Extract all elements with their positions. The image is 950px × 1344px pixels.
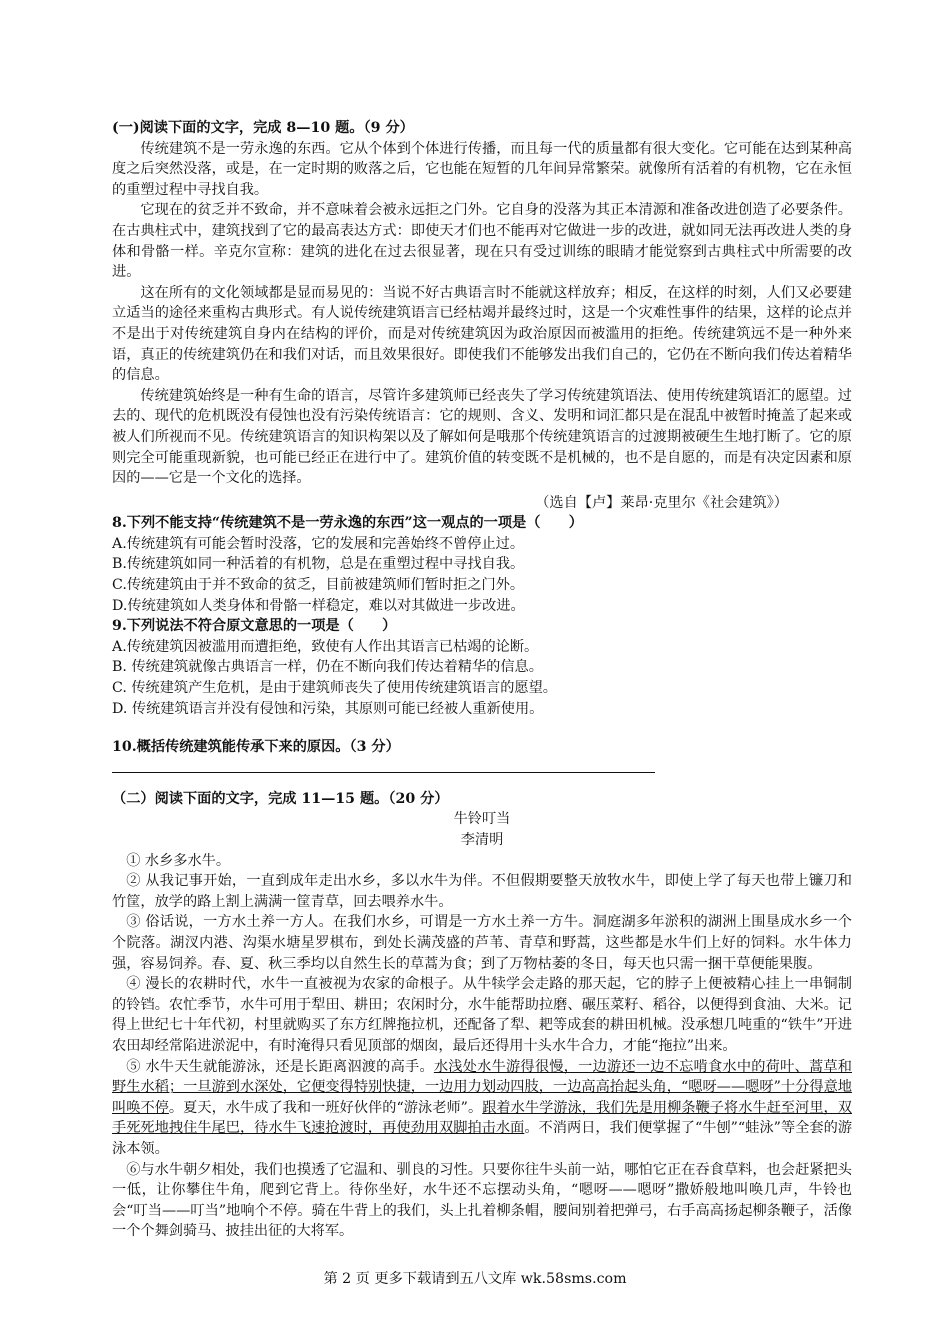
underlined-sentence-1: 水浅处水牛游得很慢，一边游还一边不忘啃食水中的荷叶、蒿草和野生水稻；一旦游到水深处，它便变得特别快捷，一边用力划动四肢，一边高高抬起头角，“嗯呀——嗯呀”十分得意地叫唤不停 [112, 1058, 852, 1116]
section1-paragraph-2: 它现在的贫乏并不致命，并不意味着会被永远拒之门外。它自身的没落为其正本清源和准备改进创造了必要条件。在古典柱式中，建筑找到了它的最高表达方式：即使天才们也不能再对它做进一步的改进，就如同无法再改进人类的身体和骨骼一样。辛克尔宣称：建筑的进化在过去很显著，现在只有受过训练的眼睛才能觉察到古典柱式中所需要的改进。 [112, 202, 852, 281]
article-paragraph-6: ⑥与水牛朝夕相处，我们也摸透了它温和、驯良的习性。只要你往牛头前一站，哪怕它正在吞食草料，也会赶紧把头一低，让你攀住牛角，爬到它背上。待你坐好，水牛还不忘摆动头角，“嗯呀——嗯呀”撒娇般地叫唤几声，牛铃也会“叮当——叮当”地响个不停。骑在牛背上的我们，头上扎着柳条帽，腰间别着把弹弓，右手高高扬起柳条鞭子，活像一个个舞剑骑马、披挂出征的大将军。 [112, 1161, 852, 1240]
article-author: 李清明 [460, 832, 504, 848]
question-9-option-c: C. 传统建筑产生危机，是由于建筑师丧失了使用传统建筑语言的愿望。 [112, 680, 557, 697]
article-paragraph-1: ① 水乡多水牛。 [126, 852, 231, 869]
section1-heading: (一)阅读下面的文字，完成 8—10 题。（9 分） [112, 120, 414, 136]
question-8-option-a: A.传统建筑有可能会暂时没落，它的发展和完善始终不曾停止过。 [112, 535, 525, 552]
question-9-stem: 9.下列说法不符合原文意思的一项是（ ） [112, 618, 397, 635]
page-footer: 第 2 页 更多下载请到五八文库 wk.58sms.com [323, 1271, 627, 1287]
spacer [112, 719, 852, 737]
question-8-stem: 8.下列不能支持“传统建筑不是一劳永逸的东西”这一观点的一项是（ ） [112, 515, 583, 532]
question-9-option-b: B. 传统建筑就像古典语言一样，仍在不断向我们传达着精华的信息。 [112, 659, 543, 676]
question-8-option-c: C.传统建筑由于并不致命的贫乏，目前被建筑师们暂时拒之门外。 [112, 577, 525, 594]
section1-paragraph-3: 这在所有的文化领域都是显而易见的：当说不好古典语言时不能就这样放弃；相反，在这样的时刻，人们又必要建立适当的途径来重构古典形式。有人说传统建筑语言已经枯竭并最终过时，这是一个灾难性事件的结果，这样的论点并不是出于对传统建筑自身内在结构的评价，而是对传统建筑因为政治原因而被滥用的拒绝。传统建筑远不是一种外来语，真正的传统建筑仍在和我们对话，而且效果很好。即使我们不能够发出我们自己的，它仍在不断向我们传达着精华的信息。 [112, 284, 852, 384]
paragraph-5-part-c: 。不消两日，我们便掌握了“牛刨”“蛙泳”等全套的游泳本领。 [112, 1120, 853, 1157]
underlined-sentence-2: 跟着水牛学游泳，我们先是用柳条鞭子将水牛赶至河里，双手死死地拽住牛尾巴，待水牛飞速抢渡时，再使劲用双脚拍击水面 [112, 1099, 852, 1137]
question-8-option-b: B.传统建筑如同一种活着的有机物，总是在重塑过程中寻找自我。 [112, 556, 525, 573]
answer-line [112, 758, 655, 773]
source-citation: （选自【卢】莱昂·克里尔《社会建筑》） [535, 494, 788, 511]
article-title: 牛铃叮当 [453, 811, 511, 828]
question-9-option-d: D. 传统建筑语言并没有侵蚀和污染，其原则可能已经被人重新使用。 [112, 700, 544, 717]
article-paragraph-2: ② 从我记事开始，一直到成年走出水乡，多以水牛为伴。不但假期要整天放牧水牛，即使上学了每天也带上镰刀和竹筐，放学的路上割上满满一筐青草，回去喂养水牛。 [112, 873, 852, 910]
paragraph-5-part-b: 。夏天，水牛成了我和一班好伙伴的“游泳老师”。 [168, 1099, 483, 1116]
document-page [112, 118, 852, 1242]
article-paragraph-5 [112, 1057, 852, 1160]
article-paragraph-4: ④ 漫长的农耕时代，水牛一直被视为农家的命根子。从牛犊学会走路的那天起，它的脖子上便被精心挂上一串铜制的铃铛。农忙季节，水牛可用于犁田、耕田；农闲时分，水牛能帮助拉磨、碾压菜籽、稻谷，以便得到食油、大米。记得上世纪七十年代初，村里就购买了东方红牌拖拉机，还配备了犁、耙等成套的耕田机械。没承想几吨重的“铁牛”开进农田却经常陷进淤泥中，有时淹得只看见顶部的烟囱，最后还得用十头水牛合力，才能“拖拉”出来。 [112, 976, 852, 1054]
question-9-option-a: A.传统建筑因被滥用而遭拒绝，致使有人作出其语言已枯竭的论断。 [112, 638, 539, 655]
question-8-option-d: D.传统建筑如人类身体和骨骼一样稳定，难以对其做进一步改进。 [112, 597, 525, 614]
question-10-stem: 10.概括传统建筑能传承下来的原因。（3 分） [112, 739, 400, 756]
article-paragraph-3: ③ 俗话说，一方水土养一方人。在我们水乡，可谓是一方水土养一方牛。洞庭湖多年淤积的湖洲上围垦成水乡一个个院落。湖汊内港、沟渠水塘星罗棋布，到处长满茂盛的芦苇、青草和野蒿，这些都是水牛们上好的饲料。水牛体力强，容易饲养。春、夏、秋三季均以自然生长的草蒿为食；到了万物枯萎的冬日，每天也只需一捆干草便能果腹。 [112, 914, 852, 972]
paragraph-5-part-a: ⑤ 水牛天生就能游泳，还是长距离泅渡的高手。 [126, 1058, 434, 1075]
section1-paragraph-4: 传统建筑始终是一种有生命的语言，尽管许多建筑师已经丧失了学习传统建筑语法、使用传统建筑语汇的愿望。过去的、现代的危机既没有侵蚀也没有污染传统语言：它的规则、含义、发明和词汇都只是在混乱中被暂时掩盖了起来或被人们所视而不见。传统建筑语言的知识构架以及了解如何是哦那个传统建筑语言的过渡期被硬生生地打断了。它的原则完全可能重现新貌，也可能已经正在进行中了。建筑价值的转变既不是机械的，也不是自愿的，而是有决定因素和原因的——它是一个文化的选择。 [112, 387, 852, 487]
section1-paragraph-1: 传统建筑不是一劳永逸的东西。它从个体到个体进行传播，而且每一代的质量都有很大变化。它可能在达到某种高度之后突然没落，或是，在一定时期的败落之后，它也能在短暂的几年间异常繁荣。就像所有活着的有机物，它在永恒的重塑过程中寻找自我。 [112, 140, 852, 198]
section2-heading: （二）阅读下面的文字，完成 11—15 题。（20 分） [112, 790, 449, 807]
spacer [112, 779, 852, 789]
